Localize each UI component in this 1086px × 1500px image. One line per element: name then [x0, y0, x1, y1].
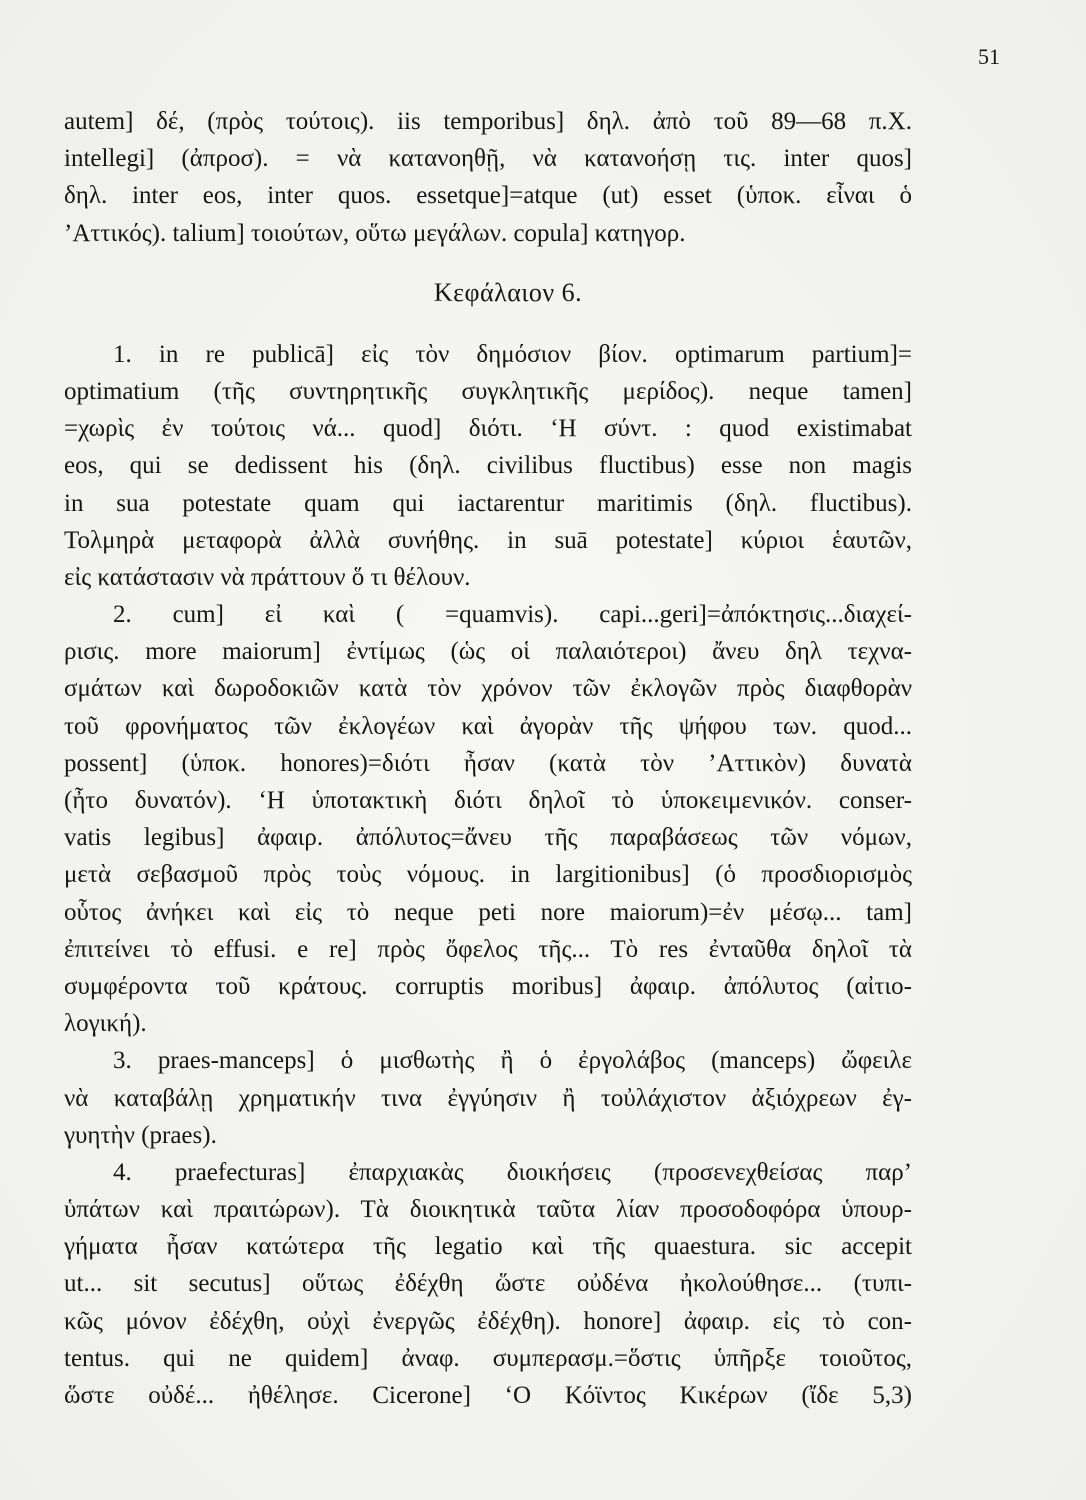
- text-line: (ἦτο δυνατόν). ‘Η ὑποτακτικὴ διότι δηλοῖ τὸ ὑποκειμενικόν. conser-: [64, 787, 912, 814]
- text-line: λογική).: [64, 1010, 147, 1038]
- text-line: Τολμηρὰ μεταφορὰ ἀλλὰ συνήθης. in suā potestate] κύριοι ἑαυτῶν,: [64, 526, 912, 554]
- chapter-heading: Κεφάλαιον 6.: [433, 277, 583, 307]
- text-line: in sua potestate quam qui iactarentur maritimis (δηλ. fluctibus).: [64, 489, 912, 517]
- text-line: intellegi] (ἀπροσ). = νὰ κατανοηθῇ, νὰ κατανοήσῃ τις. inter quos]: [64, 145, 912, 173]
- note-section-3: [64, 1042, 912, 1154]
- text-line: optimatium (τῆς συντηρητικῆς συγκλητικῆς μερίδος). neque tamen]: [64, 377, 912, 405]
- text-line: ρισις. more maiorum] ἐντίμως (ὡς οἱ παλαιότεροι) ἄνευ δηλ τεχνα-: [64, 638, 912, 666]
- text-line: εἰς κατάστασιν νὰ πράττουν ὅ τι θέλουν.: [64, 563, 471, 591]
- commentary-body: [64, 103, 912, 1414]
- text-line: ’Αττικός). talium] τοιούτων, οὕτω μεγάλων. copula] κατηγορ.: [64, 219, 686, 247]
- text-line: σμάτων καὶ δωροδοκιῶν κατὰ τὸν χρόνον τῶν ἐκλογῶν πρὸς διαφθορὰν: [64, 675, 912, 703]
- note-section-2: [64, 596, 912, 1042]
- text-line: =χωρὶς ἐν τούτοις νά... quod] διότι. ‘Η σύντ. : quod existimabat: [64, 415, 912, 443]
- note-section-4: [64, 1154, 912, 1414]
- text-line: ut... sit secutus] οὕτως ἐδέχθη ὥστε οὐδένα ἠκολούθησε... (τυπι-: [64, 1270, 912, 1298]
- text-line: ὑπάτων καὶ πραιτώρων). Τὰ διοικητικὰ ταῦτα λίαν προσοδοφόρα ὑπουρ-: [64, 1196, 912, 1224]
- text-line: 3. praes-manceps] ὁ μισθωτὴς ἢ ὁ ἐργολάβος (manceps) ὤφειλε: [113, 1047, 912, 1075]
- text-line: δηλ. inter eos, inter quos. essetque]=atque (ut) esset (ὑποκ. εἶναι ὁ: [64, 182, 912, 210]
- note-section-1: [64, 336, 912, 596]
- text-line: 4. praefecturas] ἐπαρχιακὰς διοικήσεις (προσενεχθείσας παρ’: [113, 1158, 912, 1186]
- text-line: autem] δέ, (πρὸς τούτοις). iis temporibus] δηλ. ἀπὸ τοῦ 89—68 π.Χ.: [64, 108, 912, 135]
- text-line: κῶς μόνον ἐδέχθη, οὐχὶ ἐνεργῶς ἐδέχθη). honore] ἀφαιρ. εἰς τὸ con-: [64, 1307, 912, 1335]
- text-line: νὰ καταβάλῃ χρηματικήν τινα ἐγγύησιν ἢ τοὐλάχιστον ἀξιόχρεων ἐγ-: [64, 1084, 912, 1112]
- text-line: τοῦ φρονήματος τῶν ἐκλογέων καὶ ἀγορὰν τῆς ψήφου των. quod...: [64, 712, 912, 740]
- text-line: γυητὴν (praes).: [64, 1121, 217, 1149]
- text-line: ἐπιτείνει τὸ effusi. e re] πρὸς ὄφελος τῆς... Τὸ res ἐνταῦθα δηλοῖ τὰ: [64, 935, 912, 963]
- text-line: οὗτος ἀνήκει καὶ εἰς τὸ neque peti nore maiorum)=ἐν μέσῳ... tam]: [64, 898, 912, 926]
- text-line: vatis legibus] ἀφαιρ. ἀπόλυτος=ἄνευ τῆς παραβάσεως τῶν νόμων,: [64, 824, 912, 852]
- text-line: συμφέροντα τοῦ κράτους. corruptis moribus] ἀφαιρ. ἀπόλυτος (αἰτιο-: [64, 972, 912, 1000]
- text-line: eos, qui se dedissent his (δηλ. civilibus fluctibus) esse non magis: [64, 452, 912, 480]
- text-line: possent] (ὑποκ. honores)=διότι ἦσαν (κατὰ τὸν ’Αττικὸν) δυνατὰ: [64, 749, 912, 777]
- text-line: μετὰ σεβασμοῦ πρὸς τοὺς νόμους. in largitionibus] (ὁ προσδιορισμὸς: [64, 861, 912, 889]
- text-line: ὥστε οὐδέ... ἠθέλησε. Cicerone] ‘Ο Κόϊντος Κικέρων (ἴδε 5,3): [64, 1382, 912, 1409]
- text-line: γήματα ἦσαν κατώτερα τῆς legatio καὶ τῆς quaestura. sic accepit: [64, 1233, 912, 1261]
- intro-paragraph: [64, 103, 912, 252]
- text-line: tentus. qui ne quidem] ἀναφ. συμπερασμ.=ὅστις ὑπῆρξε τοιοῦτος,: [64, 1344, 912, 1372]
- page-number: 51: [978, 44, 1000, 69]
- text-line: 1. in re publicā] εἰς τὸν δημόσιον βίον. optimarum partium]=: [113, 340, 912, 368]
- text-line: 2. cum] εἰ καὶ ( =quamvis). capi...geri]=ἀπόκτησις...διαχεί-: [113, 601, 912, 629]
